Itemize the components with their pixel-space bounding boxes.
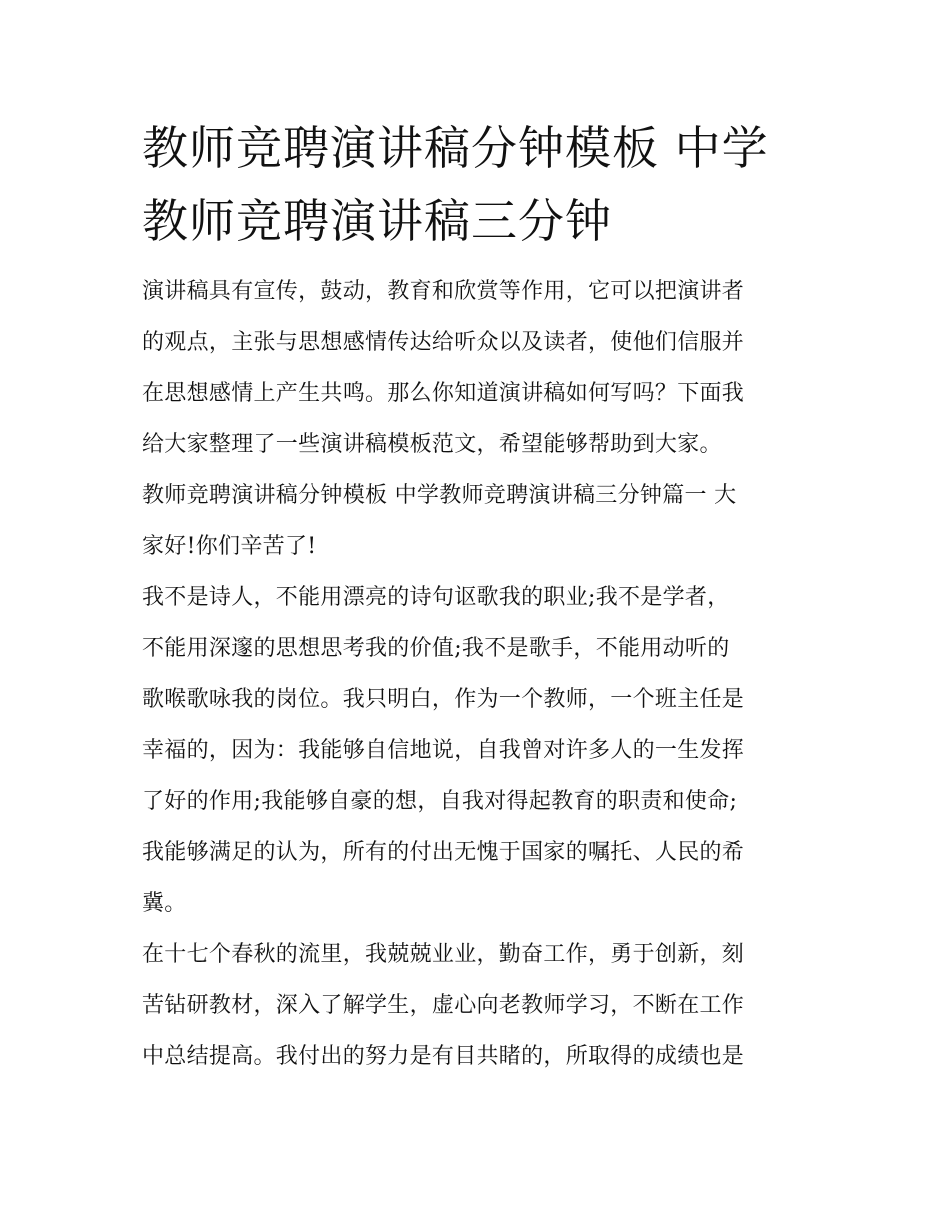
text-line: 了好的作用;我能够自豪的想，自我对得起教育的职责和使命; xyxy=(142,789,738,814)
text-line: 的观点，主张与思想感情传达给听众以及读者，使他们信服并 xyxy=(142,330,745,355)
text-line: 给大家整理了一些演讲稿模板范文，希望能够帮助到大家。 xyxy=(142,432,722,457)
paragraph-body-1 xyxy=(142,572,812,929)
text-line: 我不是诗人，不能用漂亮的诗句讴歌我的职业;我不是学者， xyxy=(142,585,730,610)
title-line-2: 教师竞聘演讲稿三分钟 xyxy=(142,194,612,248)
text-line: 不能用深邃的思想思考我的价值;我不是歌手，不能用动听的 xyxy=(142,636,730,661)
document-body xyxy=(142,112,812,1082)
text-line: 冀。 xyxy=(142,891,187,916)
text-line: 教师竞聘演讲稿分钟模板 中学教师竞聘演讲稿三分钟篇一 大 xyxy=(142,483,737,508)
text-line: 苦钻研教材，深入了解学生，虚心向老教师学习，不断在工作 xyxy=(142,993,745,1018)
page-title xyxy=(142,112,812,258)
text-line: 我能够满足的认为，所有的付出无愧于国家的嘱托、人民的希 xyxy=(142,840,745,865)
text-line: 幸福的，因为：我能够自信地说，自我曾对许多人的一生发挥 xyxy=(142,738,745,763)
text-line: 中总结提高。我付出的努力是有目共睹的，所取得的成绩也是 xyxy=(142,1044,745,1069)
paragraph-body-2 xyxy=(142,929,812,1082)
title-line-1: 教师竞聘演讲稿分钟模板 中学 xyxy=(142,121,769,175)
text-line: 演讲稿具有宣传，鼓动，教育和欣赏等作用，它可以把演讲者 xyxy=(142,279,745,304)
text-line: 在思想感情上产生共鸣。那么你知道演讲稿如何写吗？下面我 xyxy=(142,381,745,406)
text-line: 歌喉歌咏我的岗位。我只明白，作为一个教师，一个班主任是 xyxy=(142,687,745,712)
text-line: 在十七个春秋的流里，我兢兢业业，勤奋工作，勇于创新，刻 xyxy=(142,942,745,967)
paragraph-intro xyxy=(142,266,812,470)
text-line: 家好!你们辛苦了! xyxy=(142,534,317,559)
paragraph-section-heading xyxy=(142,470,812,572)
